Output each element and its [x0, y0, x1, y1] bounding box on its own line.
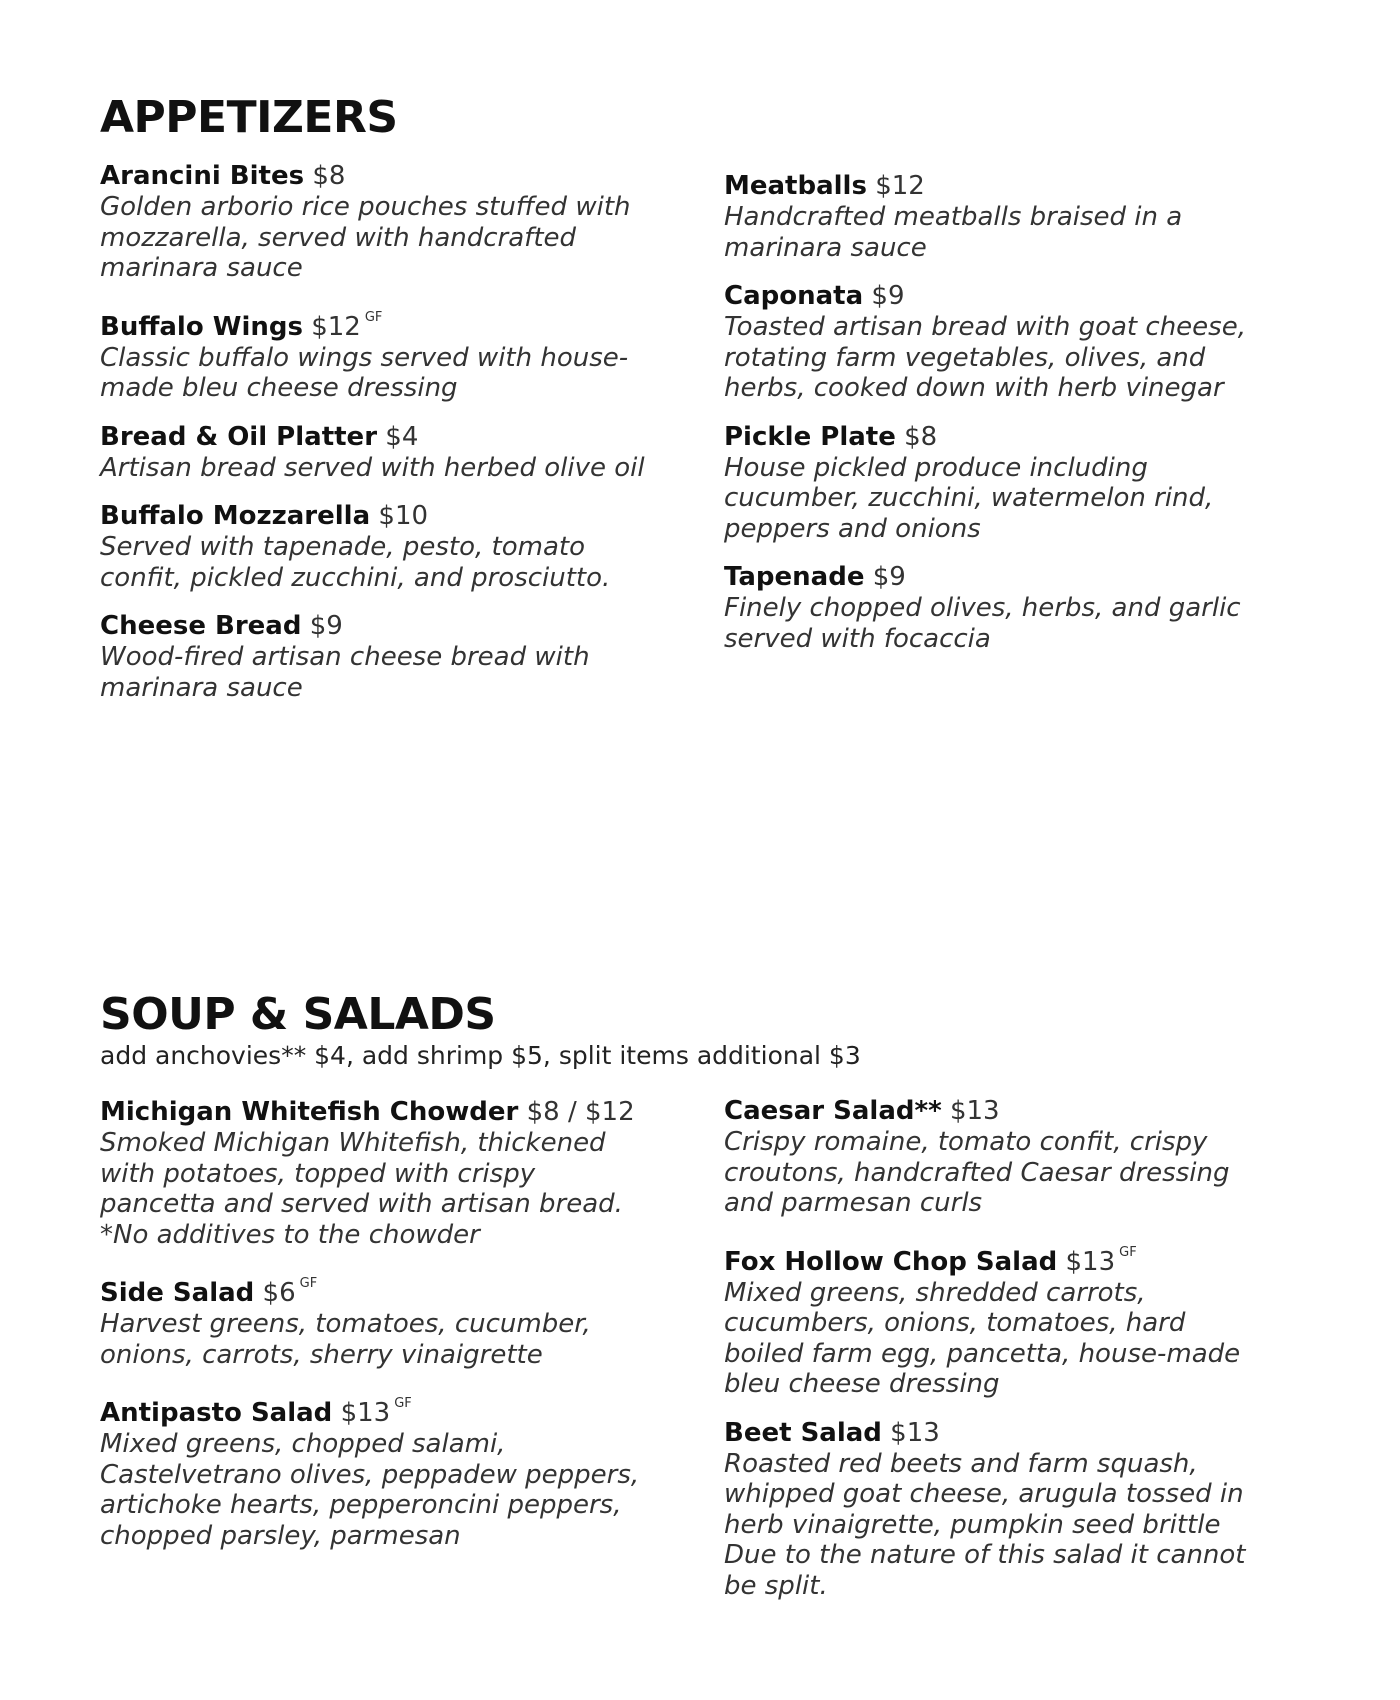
description-line: cucumber, zucchini, watermelon rind,	[724, 483, 1214, 513]
description-line: made bleu cheese dressing	[100, 373, 458, 403]
item-price: $10	[378, 501, 429, 531]
description-line: bleu cheese dressing	[724, 1369, 1000, 1399]
description-line: Castelvetrano olives, peppadew peppers,	[100, 1459, 640, 1490]
gluten-free-tag: GF	[1119, 1244, 1137, 1260]
item-name: Pickle Plate	[724, 421, 896, 452]
item-description	[724, 1278, 1344, 1400]
item-price: $8	[904, 421, 938, 452]
item-price: $13	[1065, 1246, 1116, 1277]
item-description	[100, 192, 700, 284]
item-name: Beet Salad	[724, 1417, 882, 1448]
menu-item-header	[724, 171, 1344, 202]
menu-item-header	[100, 1388, 700, 1429]
menu-item	[724, 1096, 1344, 1219]
menu-item	[100, 422, 700, 484]
item-name: Buffalo Mozzarella	[100, 501, 371, 531]
menu-item	[724, 422, 1344, 545]
description-line: Wood-fired artisan cheese bread with	[100, 642, 590, 672]
gluten-free-tag: GF	[364, 309, 383, 325]
item-description	[724, 1449, 1344, 1602]
description-line: and parmesan curls	[724, 1188, 983, 1218]
soups-left-column	[100, 1097, 700, 1569]
menu-item	[100, 161, 700, 284]
menu-item-header	[724, 562, 1344, 593]
description-line: chopped parsley, parmesan	[100, 1520, 461, 1551]
item-price: $4	[385, 421, 419, 452]
menu-item-header	[100, 161, 700, 192]
item-name: Caponata	[724, 281, 864, 311]
description-line: Classic buffalo wings served with house-	[100, 342, 629, 373]
menu-item-header	[724, 281, 1344, 312]
description-line: cucumbers, onions, tomatoes, hard	[724, 1308, 1186, 1338]
description-line: Mixed greens, shredded carrots,	[724, 1277, 1146, 1308]
description-line: boiled farm egg, pancetta, house-made	[724, 1338, 1241, 1369]
item-name: Antipasto Salad	[100, 1398, 333, 1428]
item-description	[724, 202, 1344, 263]
description-line: pancetta and served with artisan bread.	[100, 1189, 623, 1219]
description-line: Crispy romaine, tomato confit, crispy	[724, 1127, 1208, 1157]
item-name: Buffalo Wings	[100, 311, 303, 342]
description-line: Roasted red beets and farm squash,	[724, 1448, 1198, 1479]
description-line: Finely chopped olives, herbs, and garlic	[724, 593, 1241, 623]
description-line: Smoked Michigan Whitefish, thickened	[100, 1128, 606, 1158]
menu-item	[100, 302, 700, 404]
item-price: $9	[309, 611, 343, 641]
appetizers-left-column	[100, 161, 700, 721]
description-line: artichoke hearts, pepperoncini peppers,	[100, 1490, 622, 1520]
menu-item-header	[100, 1268, 700, 1309]
description-line: Golden arborio rice pouches stuffed with	[100, 192, 631, 222]
item-name: Side Salad	[100, 1278, 255, 1308]
menu-item-header	[724, 422, 1344, 453]
item-price: $9	[871, 281, 905, 311]
item-name: Cheese Bread	[100, 611, 302, 641]
menu-item	[100, 501, 700, 593]
description-line: marinara sauce	[100, 672, 303, 703]
description-line: Mixed greens, chopped salami,	[100, 1429, 506, 1459]
description-line: herbs, cooked down with herb vinegar	[724, 373, 1224, 403]
menu-item	[724, 1418, 1344, 1602]
description-line: marinara sauce	[724, 232, 927, 263]
soups-note: add anchovies** $4, add shrimp $5, split items additional $3	[100, 1041, 861, 1070]
menu-item	[724, 1237, 1344, 1400]
description-line: Handcrafted meatballs braised in a	[724, 202, 1183, 232]
item-name: Michigan Whitefish Chowder	[100, 1097, 519, 1127]
item-description	[100, 343, 700, 404]
menu-item-header	[100, 422, 700, 453]
menu-item-header	[100, 302, 700, 343]
item-price: $13	[890, 1417, 940, 1448]
item-description	[100, 453, 700, 484]
item-name: Tapenade	[724, 562, 865, 592]
item-description	[724, 593, 1344, 654]
soups-title: SOUP & SALADS	[100, 989, 496, 1040]
description-line: Served with tapenade, pesto, tomato	[100, 532, 585, 562]
gluten-free-tag: GF	[299, 1276, 318, 1291]
item-name: Arancini Bites	[100, 161, 305, 191]
item-description	[100, 1128, 700, 1250]
description-line: mozzarella, served with handcrafted	[100, 222, 577, 253]
item-description	[100, 1309, 700, 1370]
description-line: whipped goat cheese, arugula tossed in	[724, 1479, 1244, 1509]
item-description	[100, 1429, 700, 1551]
menu-item	[100, 1097, 700, 1250]
item-price: $8	[312, 161, 346, 191]
menu-item	[724, 281, 1344, 404]
appetizers-right-column	[724, 171, 1344, 672]
description-line: marinara sauce	[100, 253, 303, 283]
item-description	[100, 532, 700, 593]
description-line: Toasted artisan bread with goat cheese,	[724, 312, 1246, 342]
description-line: rotating farm vegetables, olives, and	[724, 342, 1206, 373]
item-name: Bread & Oil Platter	[100, 421, 378, 452]
description-line: confit, pickled zucchini, and prosciutto.	[100, 562, 611, 593]
menu-item	[100, 611, 700, 703]
description-line: onions, carrots, sherry vinaigrette	[100, 1339, 543, 1370]
item-description	[100, 642, 700, 703]
description-line: Harvest greens, tomatoes, cucumber,	[100, 1309, 591, 1339]
menu-item	[724, 171, 1344, 263]
description-line: be split.	[724, 1570, 828, 1601]
menu-item-header	[100, 1097, 700, 1128]
item-price: $8 / $12	[526, 1097, 635, 1127]
menu-item-header	[724, 1237, 1344, 1278]
description-line: with potatoes, topped with crispy	[100, 1158, 536, 1189]
menu-item-header	[100, 501, 700, 532]
soups-right-column	[724, 1096, 1344, 1619]
description-line: Artisan bread served with herbed olive oil	[100, 452, 645, 483]
description-line: croutons, handcrafted Caesar dressing	[724, 1157, 1230, 1188]
description-line: herb vinaigrette, pumpkin seed brittle	[724, 1509, 1221, 1540]
item-price: $6	[262, 1278, 296, 1308]
item-description	[724, 312, 1344, 404]
description-line: peppers and onions	[724, 513, 981, 544]
item-price: $13	[340, 1398, 391, 1428]
item-name: Fox Hollow Chop Salad	[724, 1246, 1058, 1277]
appetizers-title: APPETIZERS	[100, 92, 398, 143]
description-line: Due to the nature of this salad it cannot	[724, 1540, 1246, 1570]
item-name: Meatballs	[724, 171, 867, 201]
item-price: $12	[875, 171, 925, 201]
menu-item	[100, 1268, 700, 1370]
item-description	[724, 1127, 1344, 1219]
item-price: $9	[872, 562, 906, 592]
menu-item	[100, 1388, 700, 1551]
description-line: *No additives to the chowder	[100, 1219, 480, 1250]
item-price: $13	[949, 1096, 1000, 1126]
menu-item-header	[100, 611, 700, 642]
menu-item-header	[724, 1418, 1344, 1449]
menu-item	[724, 562, 1344, 654]
description-line: served with focaccia	[724, 623, 991, 654]
item-description	[724, 453, 1344, 545]
description-line: House pickled produce including	[724, 452, 1148, 483]
menu-item-header	[724, 1096, 1344, 1127]
gluten-free-tag: GF	[394, 1396, 412, 1411]
item-price: $12	[311, 311, 361, 342]
item-name: Caesar Salad**	[724, 1096, 942, 1126]
